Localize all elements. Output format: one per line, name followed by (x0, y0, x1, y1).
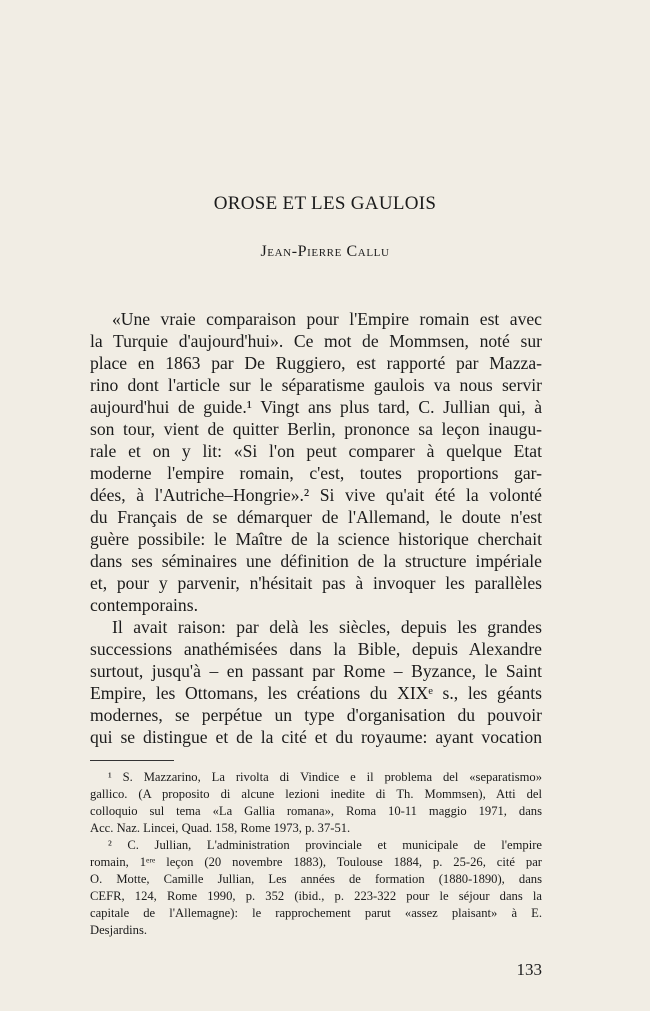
body-line: rale et on y lit: «Si l'on peut comparer à quelque Etat (90, 441, 542, 461)
body-line: place en 1863 par De Ruggiero, est rapporté par Mazza- (90, 353, 542, 373)
footnote-line: colloquio sul tema «La Gallia romana», Roma 10-11 maggio 1971, dans (90, 804, 542, 818)
footnote-line: CEFR, 124, Rome 1990, p. 352 (ibid., p. 223-322 pour le séjour dans la (90, 889, 542, 903)
footnote-line: ² C. Jullian, L'administration provinciale et municipale de l'empire (108, 838, 542, 852)
body-line: «Une vraie comparaison pour l'Empire romain est avec (112, 309, 542, 329)
chapter-title: OROSE ET LES GAULOIS (213, 193, 437, 214)
footnote-line: capitale de l'Allemagne): le rapprochement parut «assez plaisant» à E. (90, 906, 542, 920)
body-line: son tour, vient de quitter Berlin, prononce sa leçon inaugu- (90, 419, 542, 439)
footnote-line: ¹ S. Mazzarino, La rivolta di Vindice e il problema del «separatismo» (108, 770, 542, 784)
body-line: successions anathémisées dans la Bible, depuis Alexandre (90, 639, 542, 659)
body-line: modernes, se perpétue un type d'organisation du pouvoir (90, 705, 542, 725)
body-line: aujourd'hui de guide.¹ Vingt ans plus tard, C. Jullian qui, à (90, 397, 542, 417)
body-line: du Français de se démarquer de l'Allemand, le doute n'est (90, 507, 542, 527)
footnote-line: Acc. Naz. Lincei, Quad. 158, Rome 1973, p. 37-51. (90, 821, 351, 835)
body-line: la Turquie d'aujourd'hui». Ce mot de Mommsen, noté sur (90, 331, 542, 351)
page-number: 133 (516, 960, 542, 979)
body-line: Empire, les Ottomans, les créations du XIXᵉ s., les géants (90, 683, 542, 703)
body-text (90, 308, 542, 748)
body-line: dans ses séminaires une définition de la structure impériale (90, 551, 542, 571)
body-line: qui se distingue et de la cité et du royaume: ayant vocation (90, 727, 542, 747)
footnote-line: O. Motte, Camille Jullian, Les années de formation (1880-1890), dans (90, 872, 542, 886)
body-line: rino dont l'article sur le séparatisme gaulois va nous servir (90, 375, 542, 395)
author-name: Jean-Pierre Callu (260, 243, 390, 260)
body-line: contemporains. (90, 595, 198, 615)
footnote-divider (90, 760, 174, 761)
footnote-line: Desjardins. (90, 923, 148, 937)
body-line: moderne l'empire romain, c'est, toutes proportions gar- (90, 463, 542, 483)
body-line: surtout, jusqu'à – en passant par Rome – Byzance, le Saint (90, 661, 542, 681)
body-line: Il avait raison: par delà les siècles, depuis les grandes (112, 617, 542, 637)
footnotes (90, 769, 542, 939)
body-line: et, pour y parvenir, n'hésitait pas à invoquer les parallèles (90, 573, 542, 593)
body-line: dées, à l'Autriche–Hongrie».² Si vive qu'ait été la volonté (90, 485, 542, 505)
body-line: guère possibile: le Maître de la science historique cherchait (90, 529, 542, 549)
footnote-line: romain, 1ᵉʳᵉ leçon (20 novembre 1883), Toulouse 1884, p. 25-26, cité par (90, 855, 542, 869)
footnote-line: gallico. (A proposito di alcune lezioni inedite di Th. Mommsen), Atti del (90, 787, 542, 801)
